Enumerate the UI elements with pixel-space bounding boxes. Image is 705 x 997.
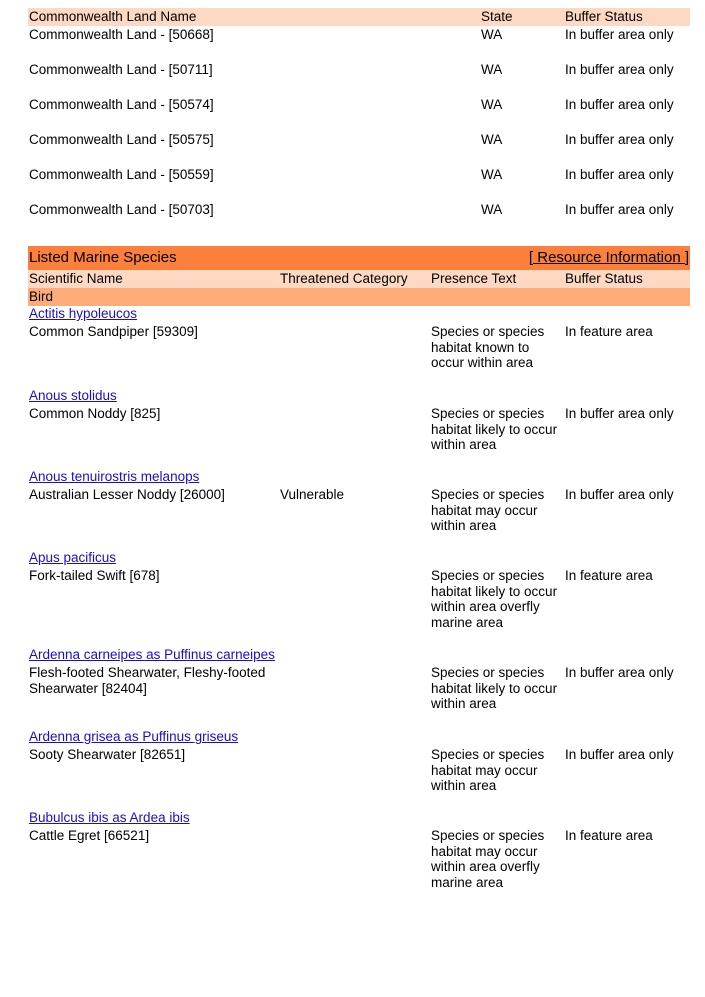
species-buffer-status: In feature area: [565, 828, 653, 843]
species-scientific-name-link[interactable]: Apus pacificus: [29, 550, 117, 565]
column-header-presence-text: Presence Text: [431, 271, 517, 286]
species-scientific-name-link[interactable]: Anous tenuirostris melanops: [29, 469, 200, 484]
land-buffer-status: In buffer area only: [565, 62, 674, 77]
species-common-name: Fork-tailed Swift [678]: [29, 568, 160, 583]
land-buffer-status: In buffer area only: [565, 167, 674, 182]
land-name: Commonwealth Land - [50703]: [29, 202, 214, 217]
species-presence-text: Species or species habitat may occur within area: [431, 747, 545, 794]
land-name: Commonwealth Land - [50711]: [29, 62, 213, 77]
land-buffer-status: In buffer area only: [565, 27, 674, 42]
species-buffer-status: In feature area: [565, 324, 653, 339]
land-name: Commonwealth Land - [50575]: [29, 132, 214, 147]
section-title: Listed Marine Species: [29, 249, 177, 266]
land-state: WA: [481, 27, 503, 42]
species-buffer-status: In buffer area only: [565, 406, 674, 421]
group-row-bird: [28, 288, 690, 306]
species-presence-text: Species or species habitat likely to occur within area overfly marine area: [431, 568, 558, 630]
column-header-buffer-status: Buffer Status: [565, 9, 643, 24]
column-header-state: State: [481, 9, 513, 24]
column-header-threatened-category: Threatened Category: [280, 271, 408, 286]
land-buffer-status: In buffer area only: [565, 97, 674, 112]
column-header-scientific-name: Scientific Name: [29, 271, 123, 286]
land-buffer-status: In buffer area only: [565, 202, 674, 217]
land-state: WA: [481, 62, 503, 77]
column-header-buffer-status: Buffer Status: [565, 271, 643, 286]
species-common-name: Common Sandpiper [59309]: [29, 324, 198, 339]
species-scientific-name-link[interactable]: Anous stolidus: [29, 388, 117, 403]
land-name: Commonwealth Land - [50559]: [29, 167, 214, 182]
group-label: Bird: [29, 289, 54, 304]
column-header-land-name: Commonwealth Land Name: [29, 9, 197, 24]
land-state: WA: [481, 167, 503, 182]
species-buffer-status: In buffer area only: [565, 665, 674, 680]
species-common-name: Cattle Egret [66521]: [29, 828, 150, 843]
species-threatened-category: Vulnerable: [280, 487, 345, 502]
species-scientific-name-link[interactable]: Actitis hypoleucos: [29, 306, 138, 321]
species-scientific-name-link[interactable]: Ardenna carneipes as Puffinus carneipes: [29, 647, 275, 662]
species-buffer-status: In feature area: [565, 568, 653, 583]
species-presence-text: Species or species habitat may occur within area: [431, 487, 545, 534]
species-common-name: Sooty Shearwater [82651]: [29, 747, 186, 762]
species-presence-text: Species or species habitat likely to occur within area: [431, 665, 558, 712]
land-state: WA: [481, 202, 503, 217]
land-name: Commonwealth Land - [50668]: [29, 27, 214, 42]
land-buffer-status: In buffer area only: [565, 132, 674, 147]
species-common-name: Common Noddy [825]: [29, 406, 161, 421]
species-buffer-status: In buffer area only: [565, 487, 674, 502]
land-state: WA: [481, 132, 503, 147]
species-presence-text: Species or species habitat known to occur within area: [431, 324, 545, 371]
species-presence-text: Species or species habitat may occur within area overfly marine area: [431, 828, 545, 890]
species-presence-text: Species or species habitat likely to occur within area: [431, 406, 558, 453]
species-common-name: Australian Lesser Noddy [26000]: [29, 487, 225, 502]
species-scientific-name-link[interactable]: Ardenna grisea as Puffinus griseus: [29, 729, 239, 744]
land-name: Commonwealth Land - [50574]: [29, 97, 214, 112]
species-buffer-status: In buffer area only: [565, 747, 674, 762]
species-common-name: Flesh-footed Shearwater, Fleshy-footed Shearwater [82404]: [29, 665, 266, 696]
land-state: WA: [481, 97, 503, 112]
species-scientific-name-link[interactable]: Bubulcus ibis as Ardea ibis: [29, 810, 190, 825]
resource-information-link[interactable]: [ Resource Information ]: [528, 249, 689, 266]
